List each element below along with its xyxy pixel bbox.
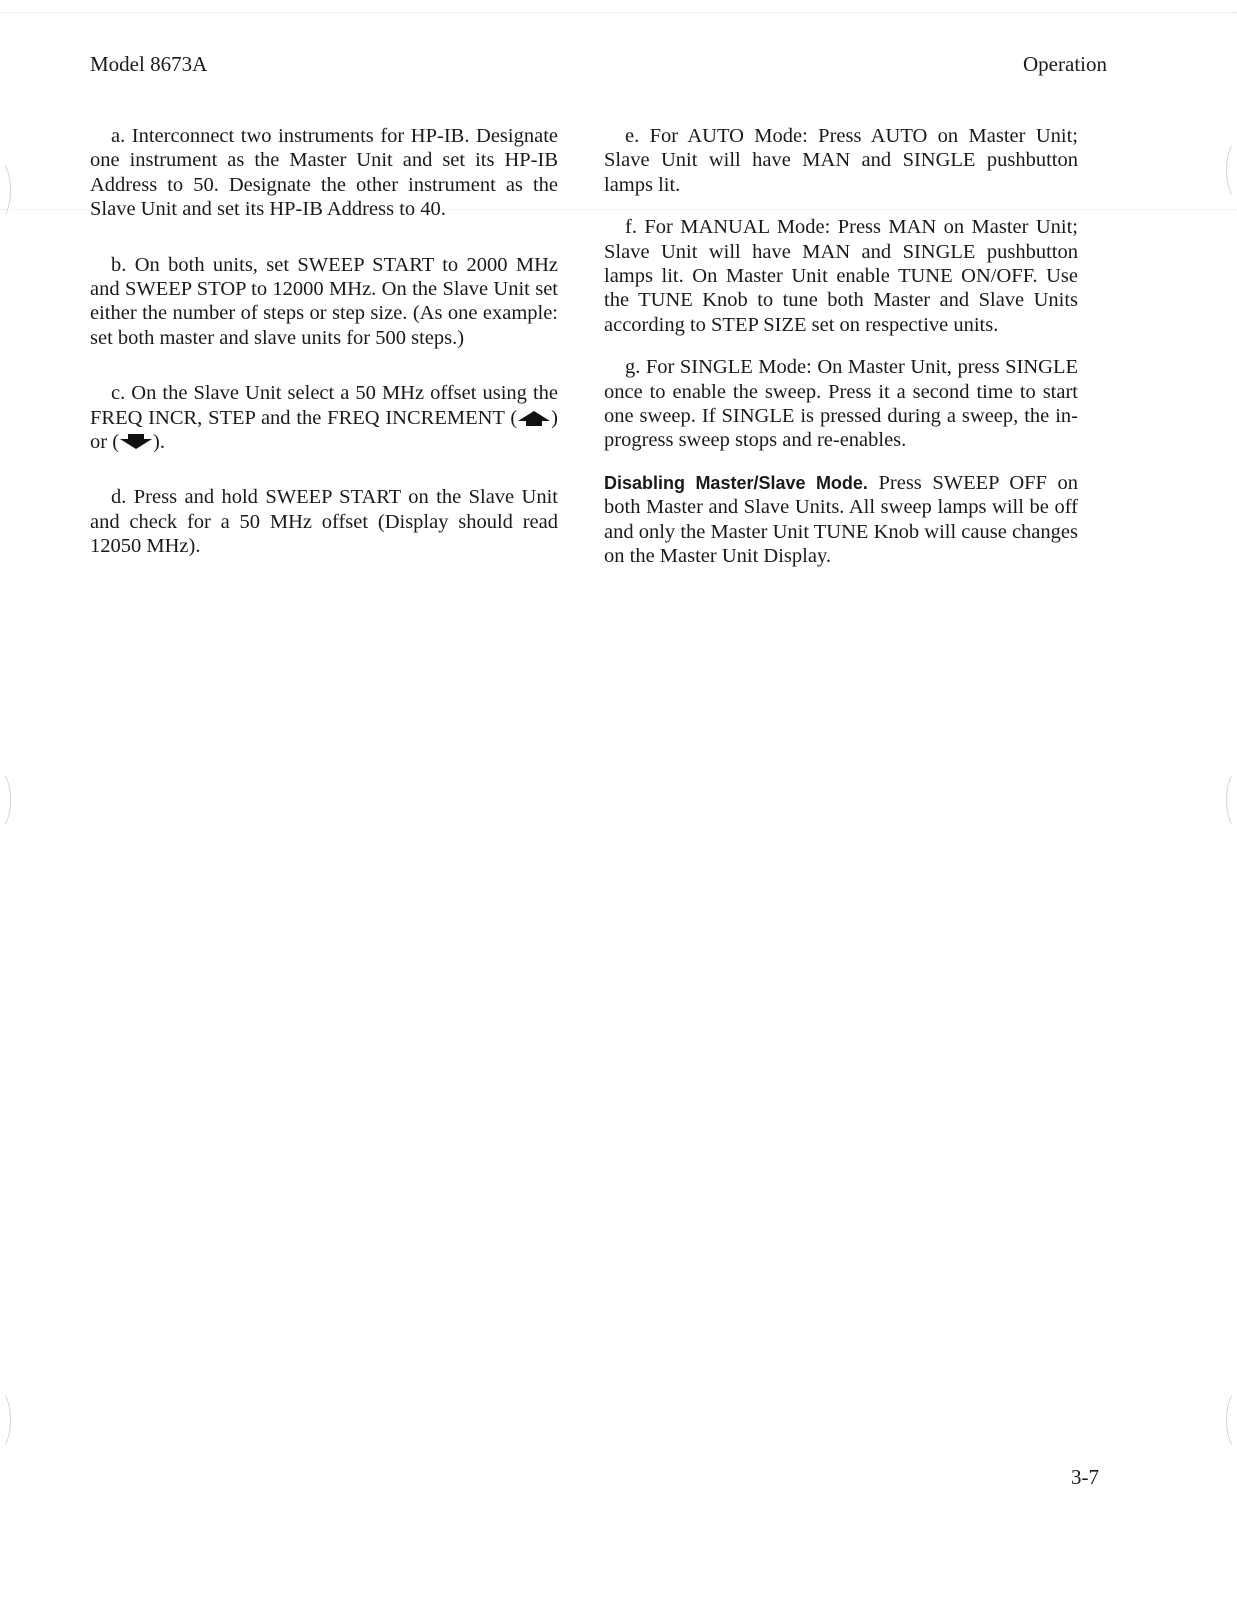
disabling-mode-text: Press SWEEP OFF on both Master and Slave Units. All sweep lamps will be off and only the Master Unit TUNE Knob will cause changes on the Master Unit Display.: [604, 471, 1078, 568]
step-c-or-text: or: [90, 431, 113, 454]
binder-hole-mark: [0, 160, 11, 220]
up-arrow-key-icon: [517, 409, 551, 427]
step-f-paragraph: f. For MANUAL Mode: Press MAN on Master Unit; Slave Unit will have MAN and SINGLE pushbutton lamps lit. On Master Unit enable TUNE ON/OFF. Use the TUNE Knob to tune both Master and Slave Units according to STEP SIZE set on respective units.: [604, 216, 1078, 336]
page-number: 3-7: [1071, 1465, 1099, 1489]
right-column: [604, 124, 1078, 569]
running-header-section: Operation: [1023, 52, 1107, 76]
step-a-paragraph: a. Interconnect two instruments for HP-IB. Designate one instrument as the Master Unit and set its HP-IB Address to 50. Designate the other instrument as the Slave Unit and set its HP-IB Address to 40.: [90, 125, 558, 221]
disabling-mode-heading: Disabling Master/Slave Mode.: [604, 472, 868, 493]
step-g-paragraph: g. For SINGLE Mode: On Master Unit, press SINGLE once to enable the sweep. Press it a second time to start one sweep. If SINGLE is pressed during a sweep, the in-progress sweep stops and re-enables.: [604, 356, 1078, 452]
scan-artifact-line: [0, 12, 1237, 13]
binder-hole-mark: [0, 770, 11, 830]
step-c-text: c. On the Slave Unit select a 50 MHz offset using the FREQ INCR, STEP and the FREQ INCREMENT: [90, 382, 558, 429]
step-b-paragraph: b. On both units, set SWEEP START to 2000 MHz and SWEEP STOP to 12000 MHz. On the Slave Unit set either the number of steps or step size. (As one example: set both master and slave units for 500 steps.): [90, 253, 558, 349]
step-e-paragraph: e. For AUTO Mode: Press AUTO on Master Unit; Slave Unit will have MAN and SINGLE pushbutton lamps lit.: [604, 125, 1078, 196]
binder-hole-mark: [0, 1390, 11, 1450]
binder-hole-mark: [1226, 140, 1237, 200]
running-header-model: Model 8673A: [90, 52, 208, 76]
left-column: [90, 124, 558, 559]
binder-hole-mark: [1226, 770, 1237, 830]
disabling-mode-paragraph: [604, 471, 1078, 569]
binder-hole-mark: [1226, 1390, 1237, 1450]
step-c-paragraph: c. On the Slave Unit select a 50 MHz offset using the FREQ INCR, STEP and the FREQ INCREMENT ( ) or ( ).: [90, 382, 558, 454]
step-d-paragraph: d. Press and hold SWEEP START on the Slave Unit and check for a 50 MHz offset (Display should read 12050 MHz).: [90, 486, 558, 558]
down-arrow-key-icon: [119, 433, 153, 451]
step-c-end-text: .: [159, 431, 165, 454]
